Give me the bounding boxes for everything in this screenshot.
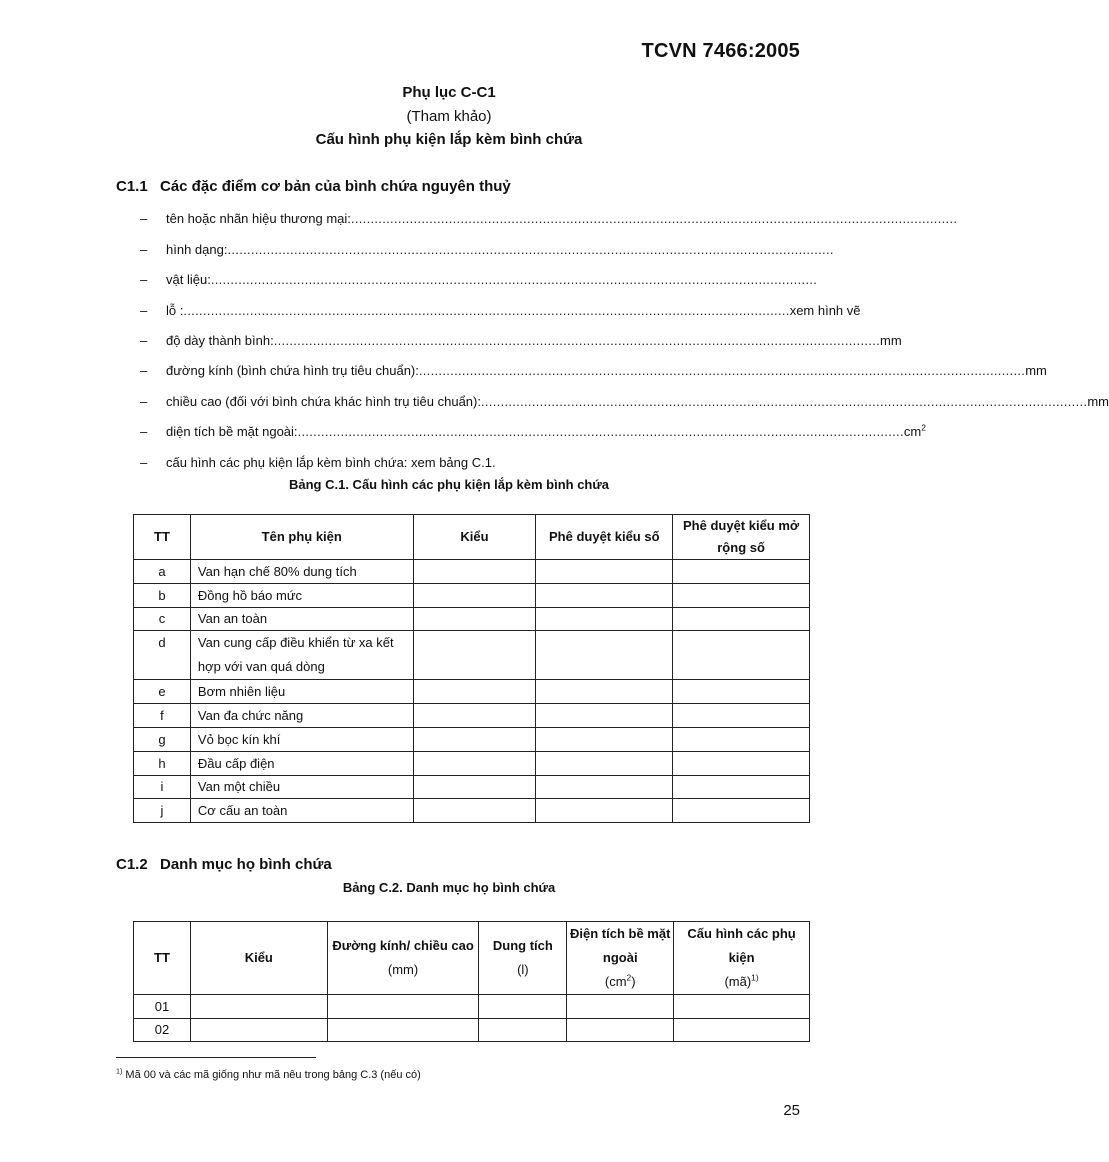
list-item: – vật liệu: ........................................................................................................................................................... bbox=[140, 272, 818, 288]
table-c1-caption: Bảng C.1. Cấu hình các phụ kiện lắp kèm bình chứa bbox=[288, 477, 610, 492]
table-row: j Cơ cấu an toàn bbox=[134, 799, 810, 823]
characteristics-list bbox=[140, 196, 1109, 470]
section-number: C1.2 bbox=[116, 856, 148, 873]
table-row: i Van một chiều bbox=[134, 775, 810, 799]
annex-title: Phụ lục C-C1 bbox=[402, 84, 496, 101]
list-item: – chiều cao (đối với bình chứa khác hình trụ tiêu chuẩn): ........................................................................................................................................................... mm bbox=[140, 393, 1109, 409]
list-item: – độ dày thành bình: ........................................................................................................................................................... mm bbox=[140, 332, 902, 348]
header-accessory-name: Tên phụ kiện bbox=[190, 515, 413, 560]
accessories-table bbox=[133, 514, 810, 823]
table-header-row bbox=[134, 515, 810, 560]
section-title: Các đặc điểm cơ bản của bình chứa nguyên thuỷ bbox=[160, 178, 511, 195]
list-item: – diện tích bề mặt ngoài: ........................................................................................................................................................... $cm^2$ bbox=[140, 422, 926, 440]
annex-caption: Cấu hình phụ kiện lắp kèm bình chứa bbox=[315, 131, 583, 148]
table-row: g Vỏ bọc kín khí bbox=[134, 727, 810, 751]
header-extended-approval-no: Phê duyệt kiểu mở rộng số bbox=[673, 515, 810, 560]
header-capacity: Dung tích (l) bbox=[479, 922, 567, 995]
table-row: f Van đa chức năng bbox=[134, 704, 810, 728]
header-type: Kiểu bbox=[413, 515, 536, 560]
section-heading-c1-1 bbox=[116, 178, 511, 195]
document-code: TCVN 7466:2005 bbox=[641, 40, 800, 62]
list-item: – tên hoặc nhãn hiệu thương mại: ........................................................................................................................................................... bbox=[140, 211, 958, 227]
container-family-table bbox=[133, 921, 810, 1042]
table-row: 02 bbox=[134, 1018, 810, 1042]
header-diameter-height: Đường kính/ chiều cao (mm) bbox=[327, 922, 479, 995]
table-row: d Van cung cấp điều khiển từ xa kết hợp với van quá dòng bbox=[134, 631, 810, 680]
section-title: Danh mục họ bình chứa bbox=[160, 856, 332, 873]
table-header-row bbox=[134, 922, 810, 995]
list-item: – đường kính (bình chứa hình trụ tiêu chuẩn): ........................................................................................................................................................... mm bbox=[140, 363, 1047, 379]
table-row: 01 bbox=[134, 995, 810, 1019]
table-row: h Đầu cấp điện bbox=[134, 751, 810, 775]
section-number: C1.1 bbox=[116, 178, 148, 195]
table-row: c Van an toàn bbox=[134, 607, 810, 631]
table-row: b Đồng hồ báo mức bbox=[134, 583, 810, 607]
list-item: – cấu hình các phụ kiện lắp kèm bình chứa: xem bảng C.1. bbox=[140, 454, 496, 470]
table-row: a Van hạn chế 80% dung tích bbox=[134, 560, 810, 584]
table-row: e Bơm nhiên liệu bbox=[134, 680, 810, 704]
header-accessory-config: Cấu hình các phụ kiện (mã)$^{1)}$ bbox=[674, 922, 810, 995]
page-number: 25 bbox=[783, 1102, 800, 1119]
list-item: – hình dạng: ........................................................................................................................................................... bbox=[140, 241, 834, 257]
header-type: Kiểu bbox=[190, 922, 327, 995]
footnote: $^{1)}$ Mã 00 và các mã giống như mã nêu trong bảng C.3 (nếu có) bbox=[116, 1067, 421, 1081]
section-heading-c1-2 bbox=[116, 856, 332, 873]
header-surface-area: Điện tích bề mặt ngoài $(cm^2)$ bbox=[567, 922, 674, 995]
list-item: – lỗ : ........................................................................................................................................................... xem hình vẽ bbox=[140, 302, 861, 318]
annex-subtitle: (Tham khảo) bbox=[406, 108, 492, 125]
header-approval-no: Phê duyệt kiểu số bbox=[536, 515, 673, 560]
table-c2-caption: Bảng C.2. Danh mục họ bình chứa bbox=[342, 880, 556, 895]
footnote-divider bbox=[116, 1057, 316, 1058]
header-tt: TT bbox=[134, 922, 191, 995]
header-tt: TT bbox=[134, 515, 191, 560]
